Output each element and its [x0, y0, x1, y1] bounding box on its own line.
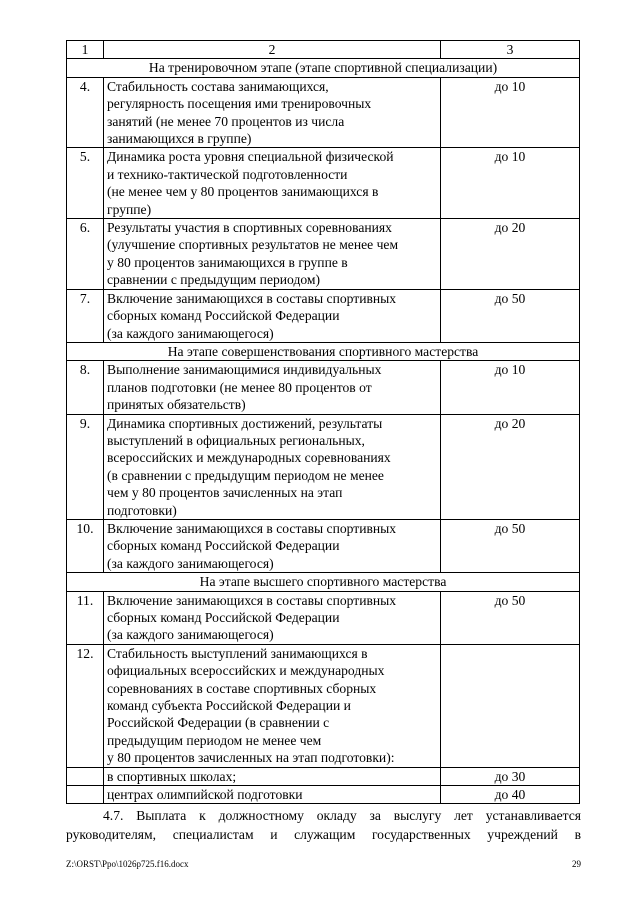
row-value: до 10	[441, 148, 580, 219]
description-line: (за каждого занимающегося)	[107, 627, 274, 643]
section-header-row	[67, 342, 580, 360]
table-subrow	[67, 786, 580, 804]
row-number: 9.	[67, 414, 104, 519]
subrow-label: центрах олимпийской подготовки	[104, 786, 441, 804]
table-row	[67, 77, 580, 148]
criteria-table	[66, 40, 580, 804]
description-line: Российской Федерации (в сравнении с	[107, 715, 330, 731]
description-line: Стабильность выступлений занимающихся в	[107, 645, 368, 661]
description-line: предыдущим периодом не менее чем	[107, 732, 322, 748]
subrow-value: до 40	[441, 786, 580, 804]
row-number: 7.	[67, 289, 104, 342]
description-line: официальных всероссийских и международных	[107, 663, 385, 679]
footer-page-number: 29	[572, 859, 581, 869]
description-line: группе)	[107, 201, 152, 217]
table-row	[67, 219, 580, 290]
row-number: 4.	[67, 77, 104, 148]
section-header-row	[67, 59, 580, 77]
row-value: до 50	[441, 519, 580, 572]
section-title: На этапе высшего спортивного мастерства	[67, 573, 580, 591]
description-line: чем у 80 процентов зачисленных на этап	[107, 485, 343, 501]
row-description	[104, 519, 441, 572]
row-number: 6.	[67, 219, 104, 290]
description-line: Динамика спортивных достижений, результаты	[107, 415, 383, 431]
description-line: Включение занимающихся в составы спортивных	[107, 592, 397, 608]
row-number: 12.	[67, 644, 104, 767]
description-line: занимающихся в группе)	[107, 131, 252, 147]
body-paragraph	[66, 806, 581, 844]
table-row	[67, 519, 580, 572]
description-line: сравнении с предыдущим периодом)	[107, 272, 321, 288]
row-description	[104, 148, 441, 219]
row-description	[104, 644, 441, 767]
description-line: и технико-тактической подготовленности	[107, 166, 348, 182]
row-number: 8.	[67, 361, 104, 414]
header-col-2: 2	[104, 41, 441, 59]
description-line: у 80 процентов зачисленных на этап подготовки):	[107, 750, 395, 766]
row-value: до 10	[441, 361, 580, 414]
table-row	[67, 644, 580, 767]
row-description	[104, 77, 441, 148]
description-line: всероссийских и международных соревнованиях	[107, 450, 391, 466]
description-line: Выполнение занимающимися индивидуальных	[107, 362, 382, 378]
description-line: (за каждого занимающегося)	[107, 555, 274, 571]
description-line: планов подготовки (не менее 80 процентов от	[107, 379, 372, 395]
description-line: Результаты участия в спортивных соревнованиях	[107, 220, 392, 236]
paragraph-line-2: руководителям, специалистам и служащим государственных учреждений в	[66, 827, 581, 842]
description-line: (за каждого занимающегося)	[107, 325, 274, 341]
section-header-row	[67, 573, 580, 591]
description-line: регулярность посещения ими тренировочных	[107, 96, 372, 112]
section-title: На этапе совершенствования спортивного мастерства	[67, 342, 580, 360]
description-line: (улучшение спортивных результатов не менее чем	[107, 237, 399, 253]
row-number: 5.	[67, 148, 104, 219]
page-footer	[66, 859, 581, 869]
table-row	[67, 414, 580, 519]
row-value: до 20	[441, 219, 580, 290]
row-number: 11.	[67, 591, 104, 644]
row-value: до 20	[441, 414, 580, 519]
description-line: подготовки)	[107, 502, 177, 518]
subrow-value: до 30	[441, 767, 580, 785]
row-description	[104, 219, 441, 290]
row-value: до 50	[441, 591, 580, 644]
description-line: Включение занимающихся в составы спортивных	[107, 290, 397, 306]
description-line: выступлений в официальных региональных,	[107, 432, 365, 448]
section-title: На тренировочном этапе (этапе спортивной специализации)	[67, 59, 580, 77]
row-value	[441, 644, 580, 767]
description-line: сборных команд Российской Федерации	[107, 308, 340, 324]
description-line: занятий (не менее 70 процентов из числа	[107, 113, 345, 129]
description-line: у 80 процентов занимающихся в группе в	[107, 254, 348, 270]
table-row	[67, 289, 580, 342]
description-line: (в сравнении с предыдущим периодом не менее	[107, 467, 384, 483]
paragraph-line-1: 4.7. Выплата к должностному окладу за выслугу лет устанавливается	[103, 808, 581, 823]
row-description	[104, 414, 441, 519]
table-row	[67, 148, 580, 219]
row-description	[104, 591, 441, 644]
header-col-1: 1	[67, 41, 104, 59]
row-number: 10.	[67, 519, 104, 572]
row-description	[104, 361, 441, 414]
description-line: принятых обязательств)	[107, 397, 246, 413]
description-line: Динамика роста уровня специальной физической	[107, 149, 394, 165]
table-subrow	[67, 767, 580, 785]
row-description	[104, 289, 441, 342]
description-line: соревнованиях в составе спортивных сборных	[107, 680, 377, 696]
subrow-number-blank	[67, 786, 104, 804]
subrow-label: в спортивных школах;	[104, 767, 441, 785]
description-line: (не менее чем у 80 процентов занимающихся в	[107, 184, 379, 200]
description-line: команд субъекта Российской Федерации и	[107, 698, 351, 714]
row-value: до 50	[441, 289, 580, 342]
description-line: Стабильность состава занимающихся,	[107, 78, 329, 94]
description-line: Включение занимающихся в составы спортивных	[107, 520, 397, 536]
table-row	[67, 591, 580, 644]
description-line: сборных команд Российской Федерации	[107, 610, 340, 625]
table-row	[67, 361, 580, 414]
subrow-number-blank	[67, 767, 104, 785]
header-col-3: 3	[441, 41, 580, 59]
footer-file-path: Z:\ORST\Ppo\1026p725.f16.docx	[66, 859, 189, 869]
description-line: сборных команд Российской Федерации	[107, 538, 340, 554]
row-value: до 10	[441, 77, 580, 148]
table-header-row	[67, 41, 580, 59]
